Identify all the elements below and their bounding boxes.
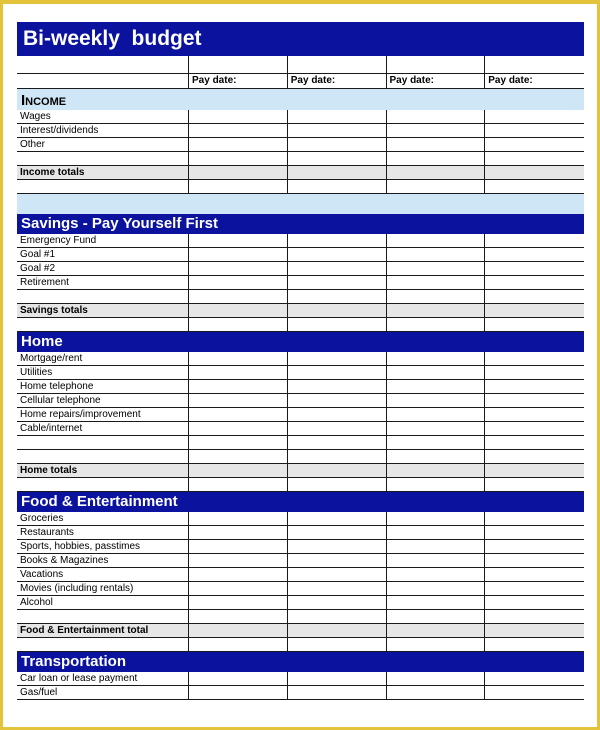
amount-cell[interactable]: [189, 380, 288, 393]
amount-cell[interactable]: [387, 554, 486, 567]
amount-cell[interactable]: [288, 450, 387, 463]
row-label: Movies (including rentals): [17, 582, 189, 595]
row-label: [17, 610, 189, 623]
amount-cell[interactable]: [189, 304, 288, 317]
row-label: Interest/dividends: [17, 124, 189, 137]
amount-cell[interactable]: [387, 152, 486, 165]
amount-cell[interactable]: [485, 276, 584, 289]
amount-cell[interactable]: [189, 672, 288, 685]
amount-cell[interactable]: [387, 436, 486, 449]
amount-cell[interactable]: [485, 478, 584, 491]
amount-cell[interactable]: [387, 624, 486, 637]
amount-cell[interactable]: [189, 180, 288, 193]
amount-cell[interactable]: [288, 672, 387, 685]
amount-cell[interactable]: [485, 610, 584, 623]
amount-cell[interactable]: [387, 394, 486, 407]
amount-cell[interactable]: [288, 464, 387, 477]
table-row: [17, 276, 584, 290]
table-row: [17, 248, 584, 262]
amount-cell[interactable]: [189, 464, 288, 477]
amount-cell[interactable]: [387, 352, 486, 365]
table-row: [17, 672, 584, 686]
amount-cell[interactable]: [387, 512, 486, 525]
amount-cell[interactable]: [288, 582, 387, 595]
row-label: [17, 638, 189, 651]
amount-cell[interactable]: [189, 262, 288, 275]
amount-cell[interactable]: [189, 436, 288, 449]
pay-date-label[interactable]: Pay date:: [387, 74, 486, 88]
amount-cell[interactable]: [387, 110, 486, 123]
amount-cell[interactable]: [189, 166, 288, 179]
amount-cell[interactable]: [387, 290, 486, 303]
amount-cell[interactable]: [189, 610, 288, 623]
section-heading-savings: Savings - Pay Yourself First: [17, 214, 584, 234]
amount-cell[interactable]: [387, 422, 486, 435]
amount-cell[interactable]: [288, 276, 387, 289]
amount-cell[interactable]: [288, 318, 387, 331]
amount-cell[interactable]: [387, 234, 486, 247]
amount-cell[interactable]: [288, 166, 387, 179]
row-label: Retirement: [17, 276, 189, 289]
amount-cell[interactable]: [485, 262, 584, 275]
amount-cell[interactable]: [387, 582, 486, 595]
row-label: [17, 180, 189, 193]
amount-cell[interactable]: [288, 290, 387, 303]
amount-cell[interactable]: [189, 526, 288, 539]
table-row: [17, 568, 584, 582]
amount-cell[interactable]: [288, 478, 387, 491]
amount-cell[interactable]: [387, 450, 486, 463]
table-row: [17, 450, 584, 464]
amount-cell[interactable]: [387, 138, 486, 151]
amount-cell[interactable]: [288, 366, 387, 379]
amount-cell[interactable]: [288, 180, 387, 193]
amount-cell[interactable]: [288, 394, 387, 407]
table-row: [17, 318, 584, 332]
amount-cell[interactable]: [485, 436, 584, 449]
amount-cell[interactable]: [485, 624, 584, 637]
amount-cell[interactable]: [189, 408, 288, 421]
totals-label: Food & Entertainment total: [17, 624, 189, 637]
table-row: [17, 110, 584, 124]
table-row: [17, 478, 584, 492]
amount-cell[interactable]: [485, 582, 584, 595]
amount-cell[interactable]: [288, 422, 387, 435]
table-row: [17, 610, 584, 624]
section-spacer: [17, 194, 584, 214]
table-row: [17, 582, 584, 596]
row-label: Cable/internet: [17, 422, 189, 435]
header-blank-cell: [17, 74, 189, 88]
row-label: [17, 290, 189, 303]
amount-cell[interactable]: [189, 596, 288, 609]
amount-cell[interactable]: [189, 124, 288, 137]
amount-cell[interactable]: [189, 554, 288, 567]
amount-cell[interactable]: [387, 672, 486, 685]
table-row: [17, 352, 584, 366]
budget-sheet: [17, 22, 584, 700]
amount-cell[interactable]: [485, 672, 584, 685]
amount-cell[interactable]: [485, 638, 584, 651]
row-label: Alcohol: [17, 596, 189, 609]
totals-label: Savings totals: [17, 304, 189, 317]
amount-cell[interactable]: [387, 318, 486, 331]
row-label: [17, 436, 189, 449]
amount-cell[interactable]: [288, 526, 387, 539]
amount-cell[interactable]: [189, 276, 288, 289]
amount-cell[interactable]: [387, 408, 486, 421]
amount-cell[interactable]: [485, 380, 584, 393]
table-row: [17, 638, 584, 652]
amount-cell[interactable]: [485, 180, 584, 193]
amount-cell[interactable]: [387, 366, 486, 379]
amount-cell[interactable]: [288, 624, 387, 637]
row-label: Mortgage/rent: [17, 352, 189, 365]
amount-cell[interactable]: [485, 290, 584, 303]
amount-cell[interactable]: [189, 422, 288, 435]
amount-cell[interactable]: [189, 366, 288, 379]
table-row: [17, 234, 584, 248]
pay-date-label[interactable]: Pay date:: [189, 74, 288, 88]
amount-cell[interactable]: [485, 422, 584, 435]
amount-cell[interactable]: [485, 526, 584, 539]
amount-cell[interactable]: [189, 248, 288, 261]
amount-cell[interactable]: [485, 234, 584, 247]
amount-cell[interactable]: [189, 512, 288, 525]
amount-cell[interactable]: [288, 686, 387, 699]
row-label: Emergency Fund: [17, 234, 189, 247]
row-label: Restaurants: [17, 526, 189, 539]
amount-cell[interactable]: [288, 638, 387, 651]
section-heading-home: Home: [17, 332, 584, 352]
amount-cell[interactable]: [288, 436, 387, 449]
totals-row: [17, 624, 584, 638]
amount-cell[interactable]: [189, 582, 288, 595]
totals-row: [17, 464, 584, 478]
section-heading-food: Food & Entertainment: [17, 492, 584, 512]
amount-cell[interactable]: [485, 110, 584, 123]
amount-cell[interactable]: [288, 352, 387, 365]
table-row: [17, 394, 584, 408]
totals-row: [17, 166, 584, 180]
amount-cell[interactable]: [288, 138, 387, 151]
row-label: Groceries: [17, 512, 189, 525]
amount-cell[interactable]: [387, 686, 486, 699]
amount-cell[interactable]: [288, 234, 387, 247]
amount-cell[interactable]: [189, 540, 288, 553]
blank-row[interactable]: [17, 56, 584, 74]
amount-cell[interactable]: [189, 152, 288, 165]
amount-cell[interactable]: [485, 568, 584, 581]
section-heading-income: [17, 89, 584, 110]
amount-cell[interactable]: [288, 610, 387, 623]
amount-cell[interactable]: [387, 526, 486, 539]
amount-cell[interactable]: [189, 450, 288, 463]
amount-cell[interactable]: [387, 262, 486, 275]
amount-cell[interactable]: [189, 394, 288, 407]
amount-cell[interactable]: [189, 568, 288, 581]
pay-date-label[interactable]: Pay date:: [488, 75, 533, 86]
amount-cell[interactable]: [485, 408, 584, 421]
amount-cell[interactable]: [485, 596, 584, 609]
section-heading-transportation: Transportation: [17, 652, 584, 672]
table-row: [17, 408, 584, 422]
amount-cell[interactable]: [387, 166, 486, 179]
amount-cell[interactable]: [387, 596, 486, 609]
table-row: [17, 180, 584, 194]
amount-cell[interactable]: [288, 512, 387, 525]
amount-cell[interactable]: [485, 540, 584, 553]
pay-date-header-row: [17, 74, 584, 89]
amount-cell[interactable]: [288, 152, 387, 165]
amount-cell[interactable]: [387, 478, 486, 491]
row-label: [17, 318, 189, 331]
table-row: [17, 686, 584, 700]
row-label: Wages: [17, 110, 189, 123]
amount-cell[interactable]: [485, 248, 584, 261]
row-label: Goal #2: [17, 262, 189, 275]
amount-cell[interactable]: [288, 248, 387, 261]
amount-cell[interactable]: [485, 394, 584, 407]
row-label: Other: [17, 138, 189, 151]
amount-cell[interactable]: [288, 554, 387, 567]
amount-cell[interactable]: [485, 366, 584, 379]
row-label: Cellular telephone: [17, 394, 189, 407]
amount-cell[interactable]: [387, 610, 486, 623]
row-label: Utilities: [17, 366, 189, 379]
amount-cell[interactable]: [288, 124, 387, 137]
totals-label: Income totals: [17, 166, 189, 179]
amount-cell[interactable]: [387, 180, 486, 193]
amount-cell[interactable]: [189, 138, 288, 151]
table-row: [17, 152, 584, 166]
amount-cell[interactable]: [485, 554, 584, 567]
amount-cell[interactable]: [189, 234, 288, 247]
table-row: [17, 436, 584, 450]
amount-cell[interactable]: [387, 540, 486, 553]
table-row: [17, 526, 584, 540]
amount-cell[interactable]: [189, 686, 288, 699]
amount-cell[interactable]: [189, 110, 288, 123]
amount-cell[interactable]: [288, 540, 387, 553]
amount-cell[interactable]: [387, 124, 486, 137]
amount-cell[interactable]: [288, 110, 387, 123]
amount-cell[interactable]: [485, 166, 584, 179]
amount-cell[interactable]: [189, 478, 288, 491]
table-row: [17, 596, 584, 610]
table-row: [17, 290, 584, 304]
amount-cell[interactable]: [485, 464, 584, 477]
row-label: Books & Magazines: [17, 554, 189, 567]
amount-cell[interactable]: [288, 596, 387, 609]
amount-cell[interactable]: [189, 318, 288, 331]
table-row: [17, 138, 584, 152]
table-row: [17, 366, 584, 380]
amount-cell[interactable]: [288, 408, 387, 421]
amount-cell[interactable]: [189, 638, 288, 651]
table-row: [17, 380, 584, 394]
table-row: [17, 540, 584, 554]
amount-cell[interactable]: [189, 352, 288, 365]
pay-date-label[interactable]: Pay date:: [288, 74, 387, 88]
row-label: Car loan or lease payment: [17, 672, 189, 685]
totals-label: Home totals: [17, 464, 189, 477]
amount-cell[interactable]: [387, 638, 486, 651]
row-label: Home telephone: [17, 380, 189, 393]
row-label: Sports, hobbies, passtimes: [17, 540, 189, 553]
row-label: Vacations: [17, 568, 189, 581]
amount-cell[interactable]: [485, 138, 584, 151]
amount-cell[interactable]: [387, 568, 486, 581]
amount-cell[interactable]: [189, 290, 288, 303]
amount-cell[interactable]: [288, 380, 387, 393]
amount-cell[interactable]: [485, 512, 584, 525]
totals-row: [17, 304, 584, 318]
row-label: [17, 478, 189, 491]
amount-cell[interactable]: [189, 624, 288, 637]
table-row: [17, 422, 584, 436]
row-label: Home repairs/improvement: [17, 408, 189, 421]
row-label: [17, 450, 189, 463]
amount-cell[interactable]: [485, 352, 584, 365]
table-row: [17, 554, 584, 568]
table-row: [17, 124, 584, 138]
row-label: Gas/fuel: [17, 686, 189, 699]
section-heading-text: Income: [21, 92, 67, 109]
amount-cell[interactable]: [485, 450, 584, 463]
amount-cell[interactable]: [387, 304, 486, 317]
row-label: [17, 152, 189, 165]
amount-cell[interactable]: [387, 276, 486, 289]
amount-cell[interactable]: [485, 152, 584, 165]
amount-cell[interactable]: [485, 124, 584, 137]
page-title: Bi-weekly budget: [17, 22, 584, 56]
table-row: [17, 262, 584, 276]
amount-cell[interactable]: [387, 380, 486, 393]
amount-cell[interactable]: [387, 464, 486, 477]
amount-cell[interactable]: [288, 568, 387, 581]
amount-cell[interactable]: [485, 686, 584, 699]
amount-cell[interactable]: [485, 318, 584, 331]
amount-cell[interactable]: [288, 262, 387, 275]
amount-cell[interactable]: [288, 304, 387, 317]
table-row: [17, 512, 584, 526]
amount-cell[interactable]: [485, 304, 584, 317]
row-label: Goal #1: [17, 248, 189, 261]
amount-cell[interactable]: [387, 248, 486, 261]
